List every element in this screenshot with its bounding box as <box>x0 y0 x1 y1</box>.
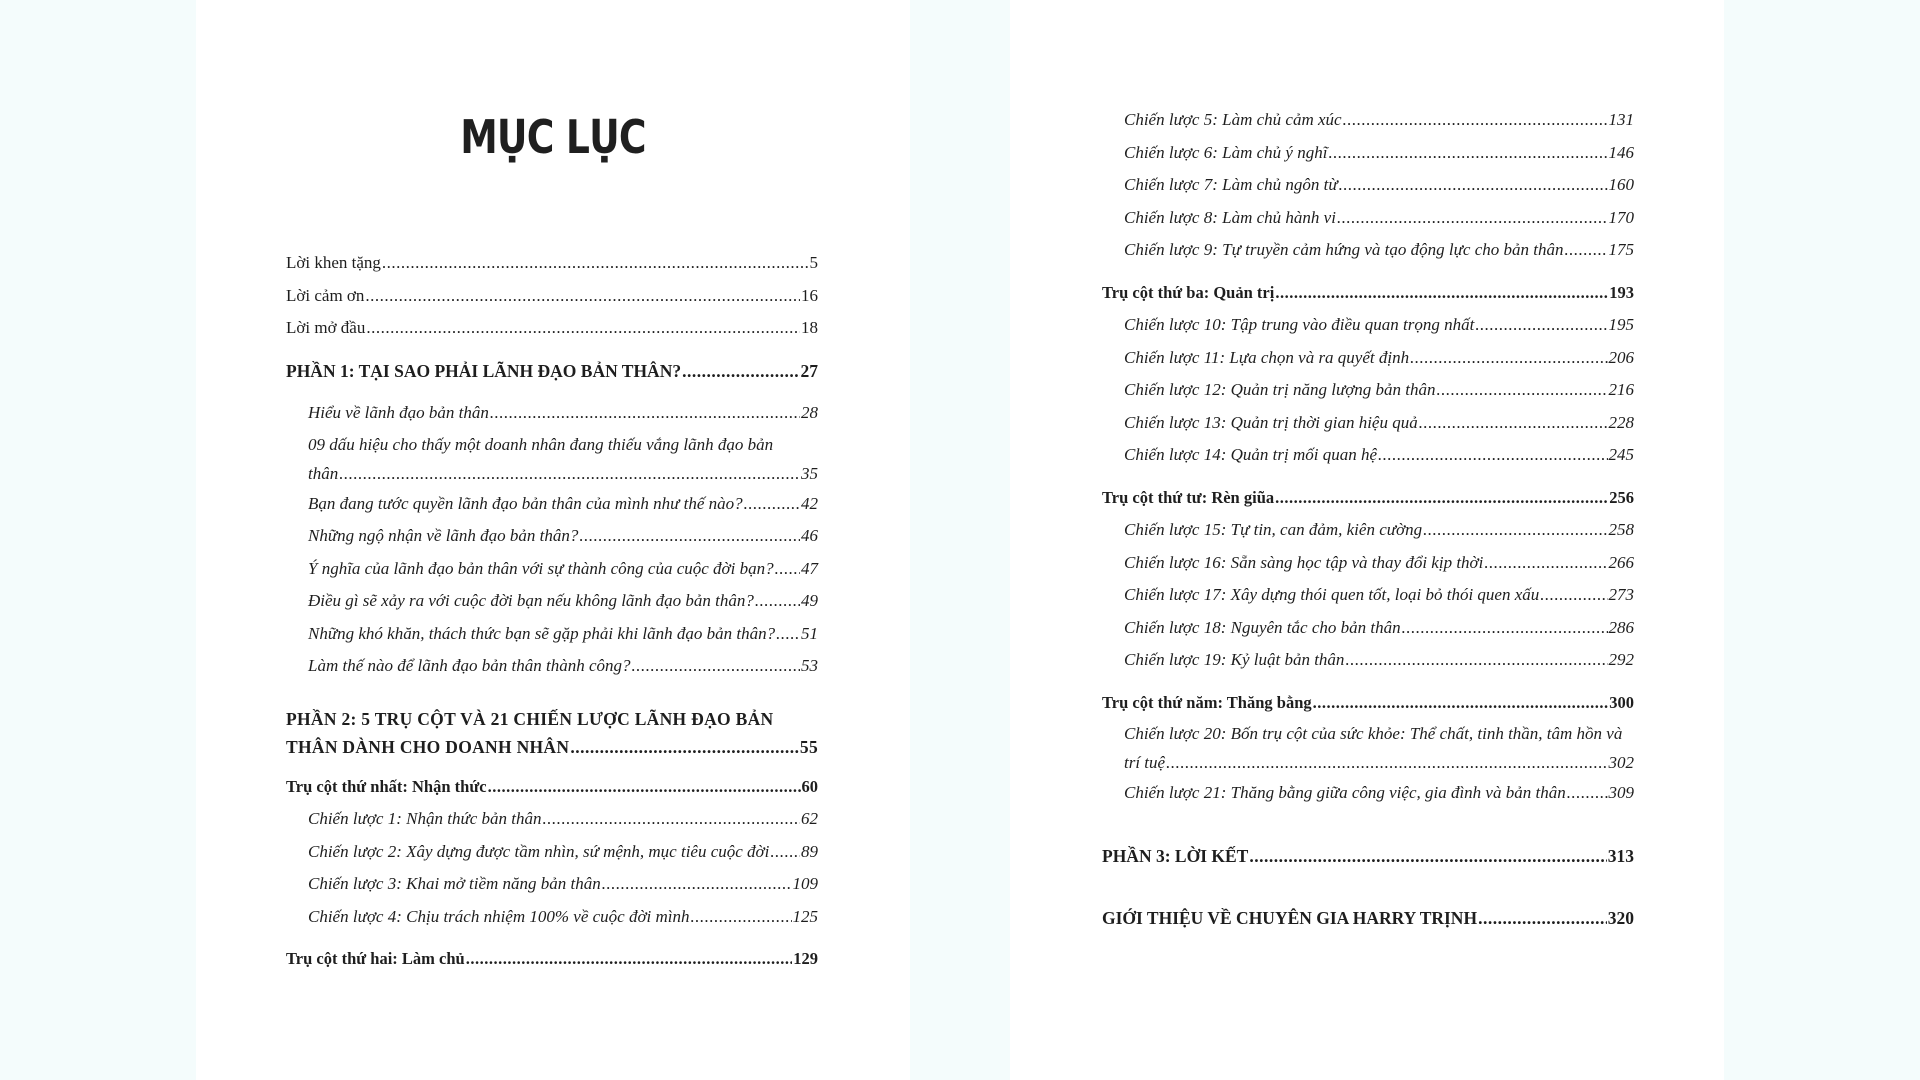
toc-entry-text: Lời mở đầu <box>286 318 366 337</box>
toc-entry[interactable] <box>1102 644 1634 677</box>
toc-entry-text: Chiến lược 17: Xây dựng thói quen tốt, loại bỏ thói quen xấu <box>1124 585 1540 604</box>
toc-entry-text: Điều gì sẽ xảy ra với cuộc đời bạn nếu không lãnh đạo bản thân? <box>308 591 754 610</box>
toc-entry-page: 125 <box>792 906 818 926</box>
toc-entry[interactable] <box>286 488 818 521</box>
toc-entry[interactable] <box>286 868 818 901</box>
toc-part-page: 27 <box>800 360 818 381</box>
toc-entry-multiline[interactable] <box>286 430 818 488</box>
toc-entry-multiline[interactable] <box>1102 719 1634 777</box>
toc-entry[interactable] <box>286 650 818 683</box>
toc-part-heading[interactable] <box>286 355 818 388</box>
toc-entry-page: 109 <box>792 874 818 893</box>
toc-entry-page: 302 <box>1608 753 1634 772</box>
toc-pillar-heading[interactable] <box>286 771 818 804</box>
toc-pillar-heading[interactable] <box>1102 687 1634 720</box>
toc-entry-text: Bạn đang tước quyền lãnh đạo bản thân của mình như thế nào? <box>308 493 743 513</box>
toc-entry[interactable] <box>1102 439 1634 472</box>
toc-pillar-heading[interactable] <box>1102 277 1634 310</box>
toc-entry-text: Ý nghĩa của lãnh đạo bản thân với sự thành công của cuộc đời bạn? <box>308 558 774 578</box>
toc-entry-page: 49 <box>801 591 818 610</box>
toc-entry-text: Làm thế nào để lãnh đạo bản thân thành công? <box>308 656 631 675</box>
toc-part-page: 313 <box>1607 845 1634 866</box>
toc-entry-page: 42 <box>801 493 818 513</box>
toc-entry[interactable] <box>286 553 818 586</box>
toc-entry-text: Chiến lược 1: Nhận thức bản thân <box>308 809 542 828</box>
toc-pillar-page: 129 <box>793 949 818 968</box>
toc-entry-text: Chiến lược 16: Sẵn sàng học tập và thay đổi kịp thời <box>1124 552 1484 572</box>
toc-entry-page: 206 <box>1608 347 1634 367</box>
toc-entry-text: Chiến lược 4: Chịu trách nhiệm 100% về cuộc đời mình <box>308 906 690 926</box>
toc-entry-page: 266 <box>1608 552 1634 572</box>
toc-page-left <box>196 0 910 1080</box>
toc-entry[interactable] <box>1102 612 1634 645</box>
toc-entry[interactable] <box>1102 137 1634 170</box>
toc-entry[interactable] <box>286 247 818 280</box>
toc-entry[interactable] <box>286 836 818 869</box>
toc-entry-page: 160 <box>1608 175 1634 194</box>
toc-entry-text: 09 dấu hiệu cho thấy một doanh nhân đang thiếu vắng lãnh đạo bản <box>308 434 774 454</box>
toc-entry-page: 228 <box>1608 412 1634 432</box>
toc-part-text: PHẦN 2: 5 TRỤ CỘT VÀ 21 CHIẾN LƯỢC LÃNH ĐẠO BẢN <box>286 708 774 729</box>
toc-entry-page: 46 <box>801 526 818 545</box>
toc-pillar-heading[interactable] <box>1102 482 1634 515</box>
toc-entry-text: Chiến lược 9: Tự truyền cảm hứng và tạo động lực cho bản thân <box>1124 240 1564 259</box>
toc-entry-page: 245 <box>1608 445 1634 464</box>
toc-entry-text: Chiến lược 10: Tập trung vào điều quan trọng nhất <box>1124 315 1475 334</box>
toc-entry-page: 258 <box>1608 520 1634 539</box>
toc-entry-text: Chiến lược 15: Tự tin, can đảm, kiên cường <box>1124 520 1423 539</box>
toc-entry[interactable] <box>1102 514 1634 547</box>
toc-part-text: PHẦN 1: TẠI SAO PHẢI LÃNH ĐẠO BẢN THÂN? <box>286 360 682 381</box>
toc-entry-page: 292 <box>1608 650 1634 669</box>
toc-entry-text: Chiến lược 19: Kỷ luật bản thân <box>1124 650 1345 669</box>
toc-entry-text: Lời khen tặng <box>286 253 381 272</box>
toc-part-text: GIỚI THIỆU VỀ CHUYÊN GIA HARRY TRỊNH <box>1102 908 1478 928</box>
toc-pillar-page: 60 <box>801 776 818 796</box>
toc-entry-page: 16 <box>801 285 818 305</box>
toc-entry[interactable] <box>286 520 818 553</box>
toc-part-heading[interactable] <box>1102 840 1634 873</box>
toc-entry-text: Chiến lược 2: Xây dựng được tầm nhìn, sứ mệnh, mục tiêu cuộc đời <box>308 841 770 861</box>
toc-entry-page: 286 <box>1608 617 1634 637</box>
toc-pillar-text: Trụ cột thứ ba: Quản trị <box>1102 282 1275 302</box>
toc-list-left <box>286 247 818 976</box>
toc-entry-page: 53 <box>801 656 818 675</box>
toc-entry-text: Chiến lược 21: Thăng bằng giữa công việc, gia đình và bản thân <box>1124 783 1566 802</box>
toc-pillar-text: Trụ cột thứ năm: Thăng bằng <box>1102 692 1312 712</box>
toc-entry-text: Hiểu về lãnh đạo bản thân <box>308 403 489 422</box>
toc-entry[interactable] <box>286 280 818 313</box>
toc-entry[interactable] <box>1102 777 1634 810</box>
toc-part-page: 320 <box>1607 908 1634 928</box>
toc-title: MỤC LỤC <box>460 110 646 164</box>
toc-entry-text: Chiến lược 7: Làm chủ ngôn từ <box>1124 175 1338 194</box>
toc-entry-text: Những ngộ nhận về lãnh đạo bản thân? <box>308 526 579 545</box>
toc-entry-page: 47 <box>801 558 818 578</box>
toc-entry[interactable] <box>1102 407 1634 440</box>
toc-entry-text: Chiến lược 20: Bốn trụ cột của sức khỏe: Thể chất, tinh thần, tâm hồn và <box>1124 724 1623 743</box>
toc-entry-text: Chiến lược 5: Làm chủ cảm xúc <box>1124 110 1342 129</box>
toc-entry-text: Những khó khăn, thách thức bạn sẽ gặp phải khi lãnh đạo bản thân? <box>308 623 776 643</box>
toc-part-heading[interactable] <box>286 705 818 761</box>
toc-entry[interactable] <box>286 312 818 345</box>
toc-entry-page: 175 <box>1608 240 1634 259</box>
toc-part-heading[interactable] <box>1102 902 1634 935</box>
toc-entry[interactable] <box>286 397 818 430</box>
toc-part-page: 55 <box>799 736 818 757</box>
toc-entry[interactable] <box>1102 342 1634 375</box>
toc-pillar-text: Trụ cột thứ hai: Làm chủ <box>286 949 465 968</box>
toc-entry-page: 170 <box>1608 207 1634 227</box>
toc-entry-text: Chiến lược 13: Quản trị thời gian hiệu quả <box>1124 412 1418 432</box>
toc-entry-page: 5 <box>809 253 818 272</box>
toc-entry-text: Chiến lược 14: Quản trị mối quan hệ <box>1124 445 1378 464</box>
toc-entry[interactable] <box>1102 374 1634 407</box>
toc-entry[interactable] <box>1102 104 1634 137</box>
toc-entry[interactable] <box>1102 547 1634 580</box>
toc-entry-page: 195 <box>1608 315 1634 334</box>
toc-entry[interactable] <box>1102 234 1634 267</box>
toc-entry-text: Chiến lược 6: Làm chủ ý nghĩ <box>1124 142 1328 162</box>
toc-pillar-page: 300 <box>1609 692 1634 712</box>
toc-entry-text: Chiến lược 8: Làm chủ hành vi <box>1124 207 1336 227</box>
toc-entry-text: Chiến lược 18: Nguyên tắc cho bản thân <box>1124 617 1401 637</box>
toc-pillar-text: Trụ cột thứ tư: Rèn giũa <box>1102 487 1275 507</box>
toc-entry[interactable] <box>286 803 818 836</box>
toc-entry-page: 146 <box>1608 142 1634 162</box>
toc-entry-page: 273 <box>1608 585 1634 604</box>
toc-list-right <box>1102 104 1634 935</box>
toc-entry-page: 216 <box>1608 380 1634 399</box>
toc-pillar-page: 256 <box>1609 487 1634 507</box>
toc-pillar-page: 193 <box>1609 282 1634 302</box>
toc-entry[interactable] <box>286 618 818 651</box>
toc-page-right <box>1010 0 1724 1080</box>
toc-entry[interactable] <box>1102 202 1634 235</box>
toc-entry-page: 35 <box>801 463 818 483</box>
toc-entry[interactable] <box>286 585 818 618</box>
toc-entry[interactable] <box>1102 309 1634 342</box>
toc-entry-page: 51 <box>801 623 818 643</box>
toc-entry-text: Lời cảm ơn <box>286 285 365 305</box>
toc-entry-text: Chiến lược 12: Quản trị năng lượng bản thân <box>1124 380 1436 399</box>
toc-entry-page: 131 <box>1608 110 1634 129</box>
toc-entry-page: 62 <box>801 809 818 828</box>
toc-part-text: PHẦN 3: LỜI KẾT <box>1102 845 1249 866</box>
toc-entry-page: 28 <box>801 403 818 422</box>
toc-entry[interactable] <box>286 901 818 934</box>
toc-entry[interactable] <box>1102 169 1634 202</box>
toc-entry-text: Chiến lược 3: Khai mở tiềm năng bản thân <box>308 874 601 893</box>
toc-entry-text: Chiến lược 11: Lựa chọn và ra quyết định <box>1124 347 1410 367</box>
toc-entry-page: 18 <box>801 318 818 337</box>
toc-part-text-cont: THÂN DÀNH CHO DOANH NHÂN <box>286 736 570 757</box>
toc-entry[interactable] <box>1102 579 1634 612</box>
toc-pillar-heading[interactable] <box>286 943 818 976</box>
toc-pillar-text: Trụ cột thứ nhất: Nhận thức <box>286 776 487 796</box>
toc-entry-text-cont: trí tuệ <box>1124 753 1166 772</box>
toc-entry-page: 309 <box>1608 783 1634 802</box>
toc-entry-page: 89 <box>801 841 818 861</box>
toc-entry-text-cont: thân <box>308 463 339 483</box>
